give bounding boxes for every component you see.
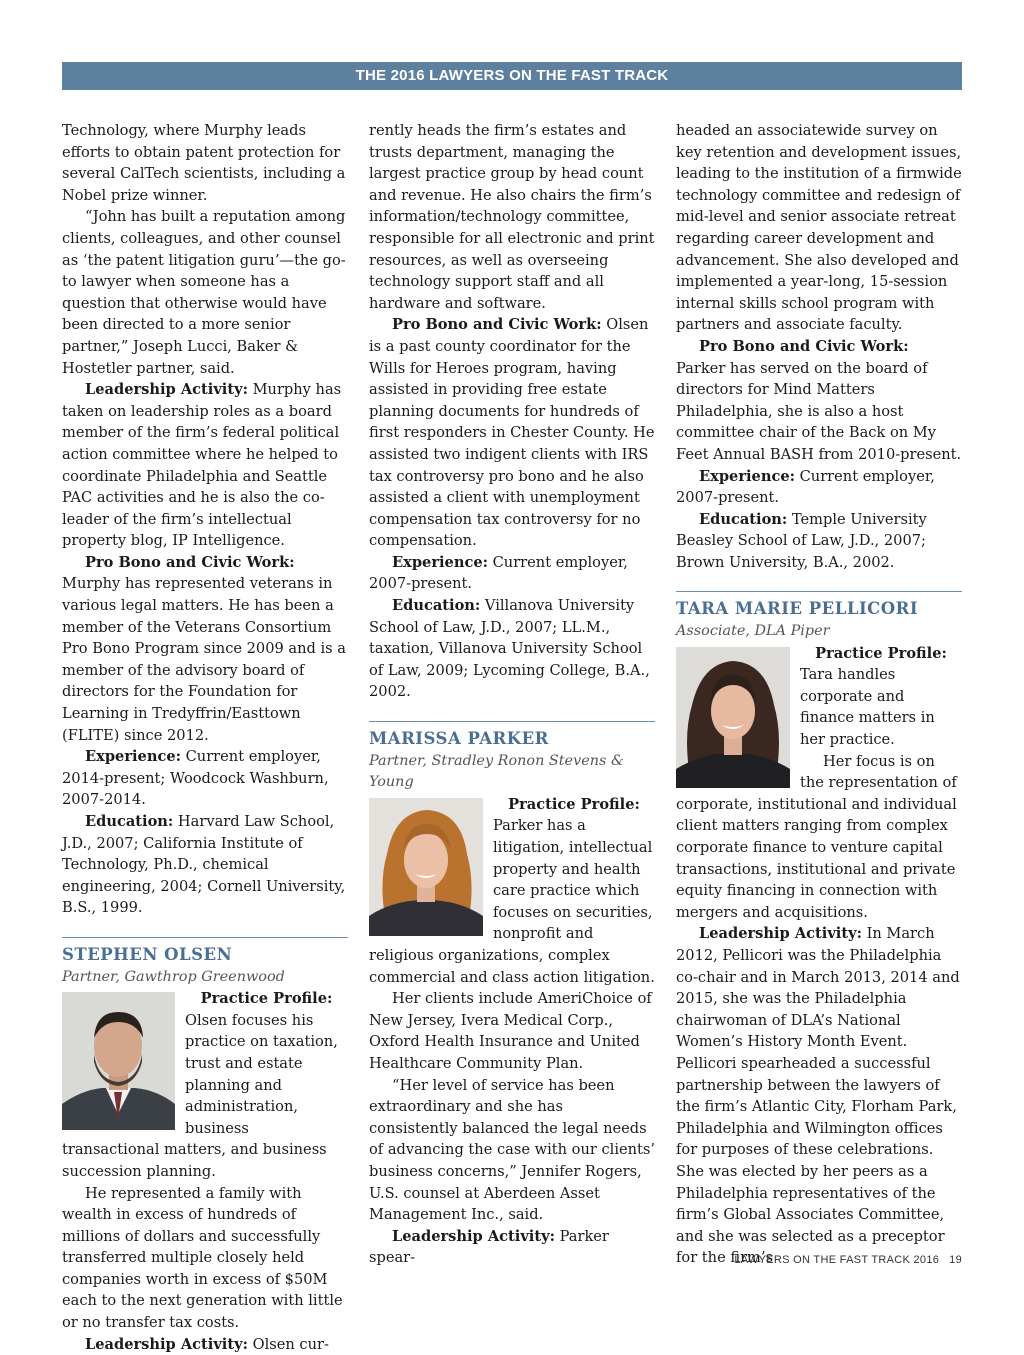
practice-profile-label: Practice Profile: [200, 990, 333, 1008]
para-text: Murphy has represented veterans in various legal matters. He has been a member of the Veterans Consortium Pro Bono Program since 2009 and is a member of the advisory board of directors for the Foundation for Learning in Tredyffrin/Easttown (FLITE) since 2012. [62, 575, 346, 744]
practice-profile-label: Practice Profile: [508, 795, 640, 813]
paragraph [62, 1334, 348, 1355]
paragraph: “John has built a reputation among clients, colleagues, and other counsel as ‘the patent litigation guru’—the go-to lawyer when someone has a question that otherwise would have been directed to a more senior partner,” Joseph Lucci, Baker & Hostetler partner, said. [62, 208, 346, 377]
para-text: Harvard Law School, J.D., 2007; California Institute of Technology, Ph.D., chemical engineering, 2004; Cornell University, B.S., 1999. [62, 813, 346, 917]
para-label: Leadership Activity: [392, 1227, 555, 1245]
para-text: Temple University Beasley School of Law, J.D., 2007; Brown University, B.A., 2002. [676, 510, 927, 571]
lawyer-title: Partner, Stradley Ronon Stevens & Young [369, 752, 624, 791]
paragraph [369, 1226, 655, 1269]
paragraph [369, 314, 655, 552]
section-divider [62, 937, 348, 938]
footer-label: LAWYERS ON THE FAST TRACK 2016 [734, 1254, 940, 1266]
portrait-photo-parker [369, 798, 483, 936]
para-text: Current employer, 2007-present. [676, 467, 935, 507]
portrait-photo-olsen [62, 992, 175, 1130]
para-text: Parker has served on the board of directors for Mind Matters Philadelphia, she is also a host committee chair of the Back on My Feet Annual BASH from 2010-present. [676, 359, 962, 463]
para-label: Education: [392, 597, 481, 615]
page-footer [700, 1254, 962, 1266]
para-label: Pro Bono and Civic Work: [392, 316, 602, 334]
lawyer-title: Partner, Gawthrop Greenwood [62, 968, 285, 985]
para-label: Leadership Activity: [699, 925, 862, 943]
para-text: Parker spear- [369, 1227, 609, 1267]
lawyer-title: Associate, DLA Piper [676, 623, 830, 640]
para-text: Murphy has taken on leadership roles as a board member of the firm’s federal political action committee where he helped to coordinate Philadelphia and Seattle PAC activities and he is also the co-leader of the firm’s intellectual property blog, IP Intelligence. [62, 381, 342, 550]
paragraph [676, 509, 962, 574]
para-label: Experience: [699, 467, 795, 485]
para-text: Parker has a litigation, intellectual property and health care practice which focuses on securities, nonprofit and religious organizations, complex commercial and class action litigation. [369, 817, 655, 986]
practice-profile-label: Practice Profile: [815, 644, 947, 662]
column-2 [369, 120, 655, 1269]
paragraph [369, 595, 655, 703]
section-divider [369, 721, 655, 722]
para-text: Olsen is a past county coordinator for the Wills for Heroes program, having assisted in providing free estate planning documents for hundreds of first responders in Chester County. He assisted two indigent clients with IRS tax controversy pro bono and he also assisted a client with unemployment compensation tax controversy for no compensation. [369, 316, 655, 550]
paragraph [62, 379, 348, 552]
para-label: Leadership Activity: [85, 381, 248, 399]
column-1 [62, 120, 348, 1355]
paragraph: headed an associatewide survey on key retention and development issues, leading to the institution of a firmwide technology committee and redesign of mid-level and senior associate retreat regarding career development and advancement. She also developed and implemented a year-long, 15-session internal skills school program with partners and associate faculty. [676, 122, 962, 334]
lawyer-name: MARISSA PARKER [369, 729, 549, 749]
paragraph: rently heads the firm’s estates and trusts department, managing the largest practice group by head count and revenue. He also chairs the firm’s information/technology committee, responsible for all electronic and print resources, as well as overseeing technology support staff and all hardware and software. [369, 122, 655, 312]
portrait-photo-pellicori [676, 647, 790, 788]
lawyer-name: STEPHEN OLSEN [62, 944, 233, 964]
para-label: Experience: [392, 553, 488, 571]
paragraph [369, 552, 655, 595]
para-text: Olsen cur- [247, 1335, 329, 1353]
para-text: Current employer, 2007-present. [369, 553, 628, 593]
paragraph: Technology, where Murphy leads efforts to obtain patent protection for several CalTech scientists, including a Nobel prize winner. [62, 122, 346, 204]
page-number: 19 [949, 1254, 962, 1266]
para-label: Leadership Activity: [85, 1335, 248, 1353]
section-divider [676, 591, 962, 592]
para-label: Experience: [85, 748, 181, 766]
paragraph: Her focus is on the representation of corporate, institutional and individual client matters ranging from complex corporate finance to venture capital transactions, institutional and private equity financing in connection with mergers and acquisitions. [676, 752, 957, 921]
paragraph [62, 811, 348, 919]
paragraph [62, 552, 348, 746]
para-text: Current employer, 2014-present; Woodcock Washburn, 2007-2014. [62, 748, 329, 809]
para-label: Pro Bono and Civic Work: [85, 553, 295, 571]
paragraph [676, 466, 962, 509]
paragraph: He represented a family with wealth in excess of hundreds of millions of dollars and successfully transferred multiple closely held companies worth in excess of $50M each to the next generation with little or no transfer tax costs. [62, 1184, 343, 1332]
paragraph [676, 923, 962, 1269]
column-3 [676, 120, 962, 1269]
paragraph: Her clients include AmeriChoice of New Jersey, Ivera Medical Corp., Oxford Health Insurance and United Healthcare Community Plan. [369, 990, 652, 1072]
paragraph: “Her level of service has been extraordinary and she has consistently balanced the legal needs of advancing the case with our clients’ business concerns,” Jennifer Rogers, U.S. counsel at Aberdeen Asset Management Inc., said. [369, 1076, 656, 1224]
page-banner: THE 2016 LAWYERS ON THE FAST TRACK [62, 62, 962, 90]
para-label: Pro Bono and Civic Work: [699, 337, 909, 355]
para-label: Education: [85, 813, 174, 830]
para-text: Villanova University School of Law, J.D., 2007; LL.M., taxation, Villanova University School of Law, 2009; Lycoming College, B.A., 2002. [369, 597, 650, 701]
para-text: In March 2012, Pellicori was the Philadelphia co-chair and in March 2013, 2014 and 2015, she was the Philadelphia chairwoman of DLA’s National Women’s History Month Event. Pellicori spearheaded a successful partnership between the lawyers of the firm’s Atlantic City, Florham Park, Philadelphia and Wilmington offices for purposes of these celebrations. She was elected by her peers as a Philadelphia representatives of the firm’s Global Associates Committee, and she was selected as a preceptor for the firm’s [676, 925, 960, 1267]
lawyer-name: TARA MARIE PELLICORI [676, 599, 919, 619]
para-text: Olsen focuses his practice on taxation, trust and estate planning and administration, business transactional matters, and business succession planning. [62, 1011, 338, 1180]
paragraph [676, 336, 962, 466]
para-text: Tara handles corporate and finance matters in her practice. [800, 666, 935, 749]
paragraph [62, 746, 348, 811]
para-label: Education: [699, 510, 788, 528]
